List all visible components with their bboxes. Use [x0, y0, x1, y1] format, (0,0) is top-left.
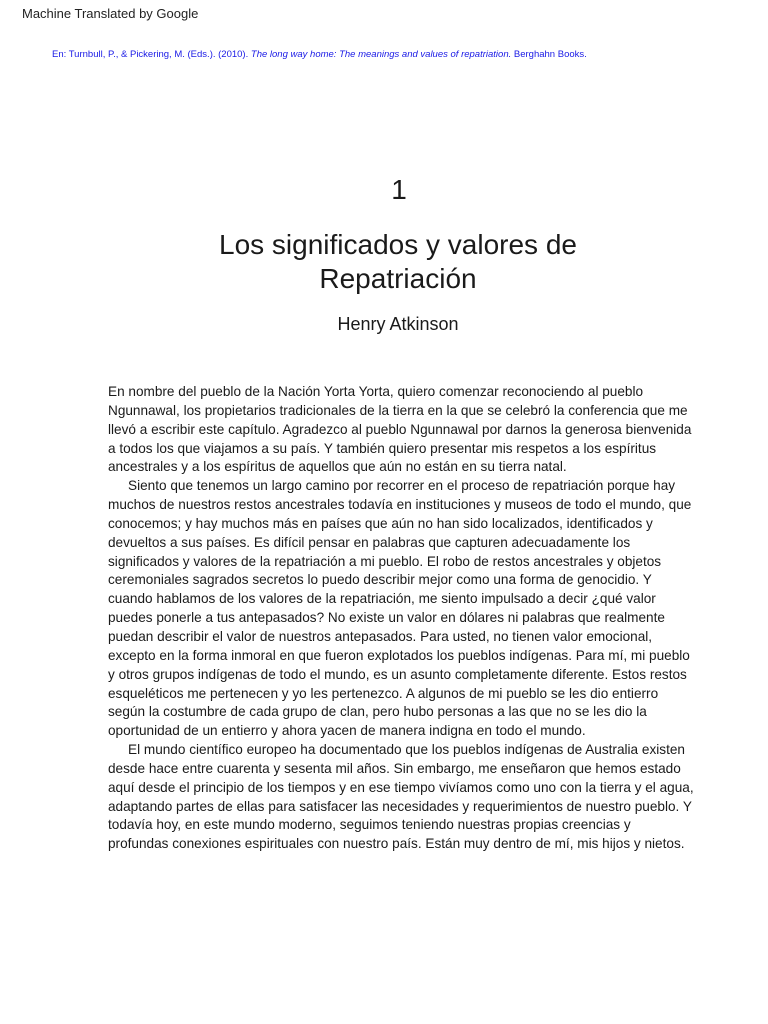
body-paragraph-1: En nombre del pueblo de la Nación Yorta Yorta, quiero comenzar reconociendo al pueblo Ngunnawal, los propietarios tradicionales de la tierra en la que se celebró la conferencia que me llevó a escribir este capítulo. Agradezco al pueblo Ngunnawal por darnos la generosa bienvenida a todos los que viajamos a su país. Y también quiero presentar mis respetos a los espíritus ancestrales y a los espíritus de aquellos que aún no están en su tierra natal.	[108, 384, 692, 475]
body-paragraph-2: Siento que tenemos un largo camino por recorrer en el proceso de repatriación porque hay muchos de nuestros restos ancestrales todavía en instituciones y museos de todo el mundo, que conocemos; y hay muchos más en países que aún no han sido localizados, identificados y devueltos a sus países. Es difícil pensar en palabras que capturen adecuadamente los significados y valores de la repatriación a mi pueblo. El robo de restos ancestrales y objetos ceremoniales sagrados secretos lo puedo describir mejor como una forma de genocidio. Y cuando hablamos de los valores de la repatriación, me siento impulsado a decir ¿qué valor puedes ponerle a tus antepasados? No existe un valor en dólares ni palabras que realmente puedan describir el valor de nuestros antepasados. Para usted, no tienen valor emocional, excepto en la forma inmoral en que fueron explotados los pueblos indígenas. Para mí, mi pueblo y otros grupos indígenas de todo el mundo, es un asunto completamente diferente. Estos restos esqueléticos me pertenecen y yo les pertenezco. A algunos de mi pueblo se les dio entierro según la costumbre de cada grupo de clan, pero hubo personas a las que no se les dio la oportunidad de un entierro y ahora yacen de manera indigna en todo el mundo.	[108, 478, 692, 739]
chapter-body	[108, 383, 694, 854]
chapter-title-line-2: Repatriación	[319, 263, 477, 294]
machine-translation-banner: Machine Translated by Google	[22, 6, 199, 21]
chapter-title-line-1: Los significados y valores de	[219, 229, 577, 260]
chapter-title	[0, 228, 768, 296]
citation-prefix: En: Turnbull, P., & Pickering, M. (Eds.). (2010).	[52, 49, 251, 60]
chapter-number: 1	[391, 174, 407, 205]
body-paragraph-3: El mundo científico europeo ha documentado que los pueblos indígenas de Australia existen desde hace entre cuarenta y sesenta mil años. Sin embargo, me enseñaron que hemos estado aquí desde el principio de los tiempos y en ese tiempo vivíamos como uno con la tierra y el agua, adaptando partes de ellas para satisfacer las necesidades y requerimientos de nuestro pueblo. Y todavía hoy, en este mundo moderno, seguimos teniendo nuestras propias creencias y profundas conexiones espirituales con nuestro país. Están muy dentro de mí, mis hijos y nietos.	[108, 742, 694, 852]
citation-book-title: The long way home: The meanings and values of repatriation.	[250, 49, 512, 60]
chapter-author: Henry Atkinson	[337, 314, 459, 334]
citation-suffix: Berghahn Books.	[511, 49, 587, 60]
citation-link[interactable]	[52, 49, 587, 60]
